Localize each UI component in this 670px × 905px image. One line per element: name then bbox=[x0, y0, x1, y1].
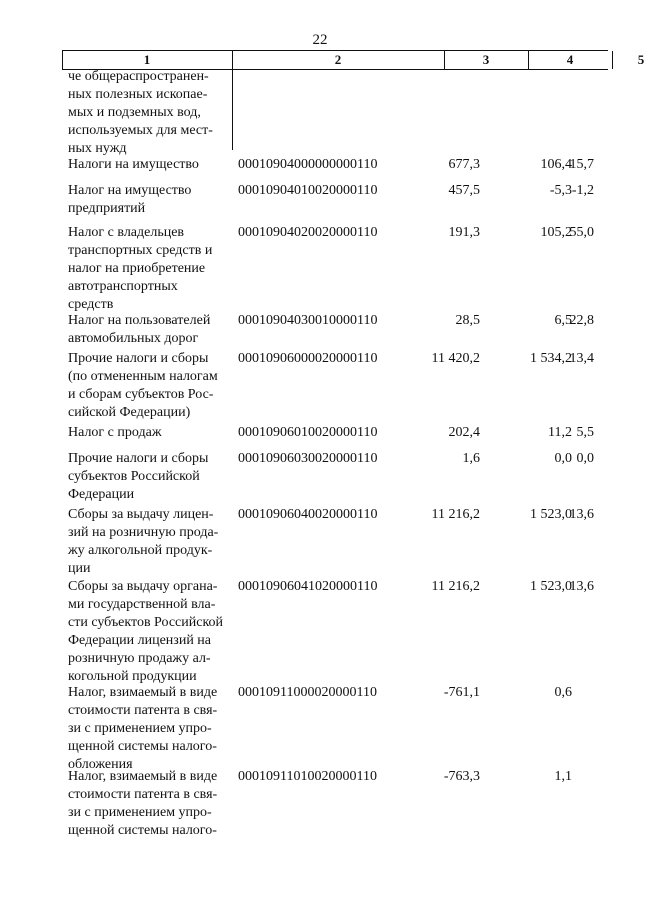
row-value-col4: 1 523,0 bbox=[530, 579, 572, 594]
row-name-line: Налог с владельцев bbox=[68, 225, 185, 240]
row-name bbox=[68, 684, 226, 774]
row-value-col3: 677,3 bbox=[448, 157, 480, 172]
row-name-line: автомобильных дорог bbox=[68, 331, 199, 346]
row-value-col4: 1 523,0 bbox=[530, 507, 572, 522]
row-name bbox=[68, 68, 226, 158]
row-code: 00010904000000000110 bbox=[238, 157, 378, 172]
row-value-col5: 13,4 bbox=[569, 351, 594, 366]
row-code: 00010906000020000110 bbox=[238, 351, 378, 366]
row-name-line: (по отмененным налогам bbox=[68, 369, 218, 384]
row-code: 00010911010020000110 bbox=[238, 769, 377, 784]
row-name-line: Налог с продаж bbox=[68, 425, 162, 440]
row-name-line: Налог на пользователей bbox=[68, 313, 211, 328]
row-value-col4: 0,6 bbox=[554, 685, 572, 700]
column-header-5: 5 bbox=[637, 52, 645, 67]
row-code: 00010904030010000110 bbox=[238, 313, 378, 328]
row-value-col3: 11 216,2 bbox=[431, 579, 480, 594]
row-value-col4: 11,2 bbox=[548, 425, 572, 440]
row-name-line: Налоги на имущество bbox=[68, 157, 199, 172]
row-code: 00010904010020000110 bbox=[238, 183, 378, 198]
row-name-line: щенной системы налого- bbox=[68, 739, 217, 754]
row-code: 00010911000020000110 bbox=[238, 685, 377, 700]
row-value-col4: -5,3 bbox=[549, 183, 572, 198]
row-name-line: предприятий bbox=[68, 201, 146, 216]
row-value-col5: 22,8 bbox=[569, 313, 594, 328]
row-name-line: Налог, взимаемый в виде bbox=[68, 685, 218, 700]
row-code: 00010904020020000110 bbox=[238, 225, 378, 240]
row-name-line: Налог на имущество bbox=[68, 183, 192, 198]
row-name-line: ных нужд bbox=[68, 141, 127, 156]
row-name-line: автотранспортных bbox=[68, 279, 178, 294]
row-code: 00010906041020000110 bbox=[238, 579, 378, 594]
row-name-line: зий на розничную прода- bbox=[68, 525, 219, 540]
row-name-line: стоимости патента в свя- bbox=[68, 703, 218, 718]
row-name-line: Налог, взимаемый в виде bbox=[68, 769, 218, 784]
row-name bbox=[68, 350, 226, 422]
row-name-line: субъектов Российской bbox=[68, 469, 200, 484]
row-value-col4: 0,0 bbox=[554, 451, 572, 466]
row-name bbox=[68, 506, 226, 578]
row-value-col5: 5,5 bbox=[576, 425, 594, 440]
row-name-line: сийской Федерации) bbox=[68, 405, 191, 420]
row-code: 00010906030020000110 bbox=[238, 451, 378, 466]
column-header-3: 3 bbox=[482, 52, 490, 67]
row-name-line: Прочие налоги и сборы bbox=[68, 451, 209, 466]
row-value-col3: 1,6 bbox=[462, 451, 480, 466]
row-name bbox=[68, 182, 226, 218]
row-value-col5: -1,2 bbox=[571, 183, 594, 198]
row-name-line: Федерации bbox=[68, 487, 135, 502]
row-value-col4: 106,4 bbox=[540, 157, 572, 172]
row-name-line: Сборы за выдачу лицен- bbox=[68, 507, 214, 522]
row-value-col5: 55,0 bbox=[569, 225, 594, 240]
row-name-line: ми государственной вла- bbox=[68, 597, 216, 612]
row-value-col3: 191,3 bbox=[448, 225, 480, 240]
row-value-col4: 1 534,2 bbox=[530, 351, 572, 366]
row-value-col3: -761,1 bbox=[443, 685, 480, 700]
row-name-line: сти субъектов Российской bbox=[68, 615, 224, 630]
row-name bbox=[68, 156, 226, 174]
row-name bbox=[68, 768, 226, 840]
row-value-col5: 0,0 bbox=[576, 451, 594, 466]
row-value-col3: -763,3 bbox=[443, 769, 480, 784]
page-number: 22 bbox=[312, 32, 328, 48]
row-name-line: зи с применением упро- bbox=[68, 721, 212, 736]
row-name bbox=[68, 312, 226, 348]
row-name-line: стоимости патента в свя- bbox=[68, 787, 218, 802]
row-value-col3: 11 420,2 bbox=[431, 351, 480, 366]
row-name bbox=[68, 450, 226, 504]
row-value-col3: 202,4 bbox=[448, 425, 480, 440]
row-name-line: че общераспространен- bbox=[68, 69, 209, 84]
row-name-line: используемых для мест- bbox=[68, 123, 213, 138]
row-value-col5: 13,6 bbox=[569, 579, 594, 594]
column-divider bbox=[232, 68, 233, 150]
row-name-line: ции bbox=[68, 561, 91, 576]
row-value-col4: 105,2 bbox=[540, 225, 572, 240]
row-name bbox=[68, 224, 226, 314]
row-name-line: щенной системы налого- bbox=[68, 823, 217, 838]
row-name-line: когольной продукции bbox=[68, 669, 197, 684]
row-name-line: розничную продажу ал- bbox=[68, 651, 211, 666]
row-value-col4: 6,5 bbox=[554, 313, 572, 328]
column-header-4: 4 bbox=[566, 52, 574, 67]
row-name bbox=[68, 424, 226, 442]
row-name-line: жу алкогольной продук- bbox=[68, 543, 213, 558]
row-name-line: мых и подземных вод, bbox=[68, 105, 201, 120]
row-value-col5: 15,7 bbox=[569, 157, 594, 172]
row-name-line: обложения bbox=[68, 757, 133, 772]
row-value-col5: 13,6 bbox=[569, 507, 594, 522]
row-value-col3: 28,5 bbox=[455, 313, 480, 328]
row-code: 00010906040020000110 bbox=[238, 507, 378, 522]
row-name-line: Федерации лицензий на bbox=[68, 633, 212, 648]
row-name-line: налог на приобретение bbox=[68, 261, 206, 276]
column-header-1: 1 bbox=[143, 52, 151, 67]
row-name-line: и сборам субъектов Рос- bbox=[68, 387, 214, 402]
row-value-col3: 457,5 bbox=[448, 183, 480, 198]
row-code: 00010906010020000110 bbox=[238, 425, 378, 440]
table-header bbox=[62, 50, 645, 70]
row-name-line: Сборы за выдачу органа- bbox=[68, 579, 218, 594]
row-value-col3: 11 216,2 bbox=[431, 507, 480, 522]
row-name-line: транспортных средств и bbox=[68, 243, 213, 258]
row-name-line: средств bbox=[68, 297, 114, 312]
row-name-line: зи с применением упро- bbox=[68, 805, 212, 820]
row-name-line: Прочие налоги и сборы bbox=[68, 351, 209, 366]
column-header-2: 2 bbox=[334, 52, 342, 67]
row-name bbox=[68, 578, 226, 686]
row-name-line: ных полезных ископае- bbox=[68, 87, 208, 102]
row-value-col4: 1,1 bbox=[554, 769, 572, 784]
